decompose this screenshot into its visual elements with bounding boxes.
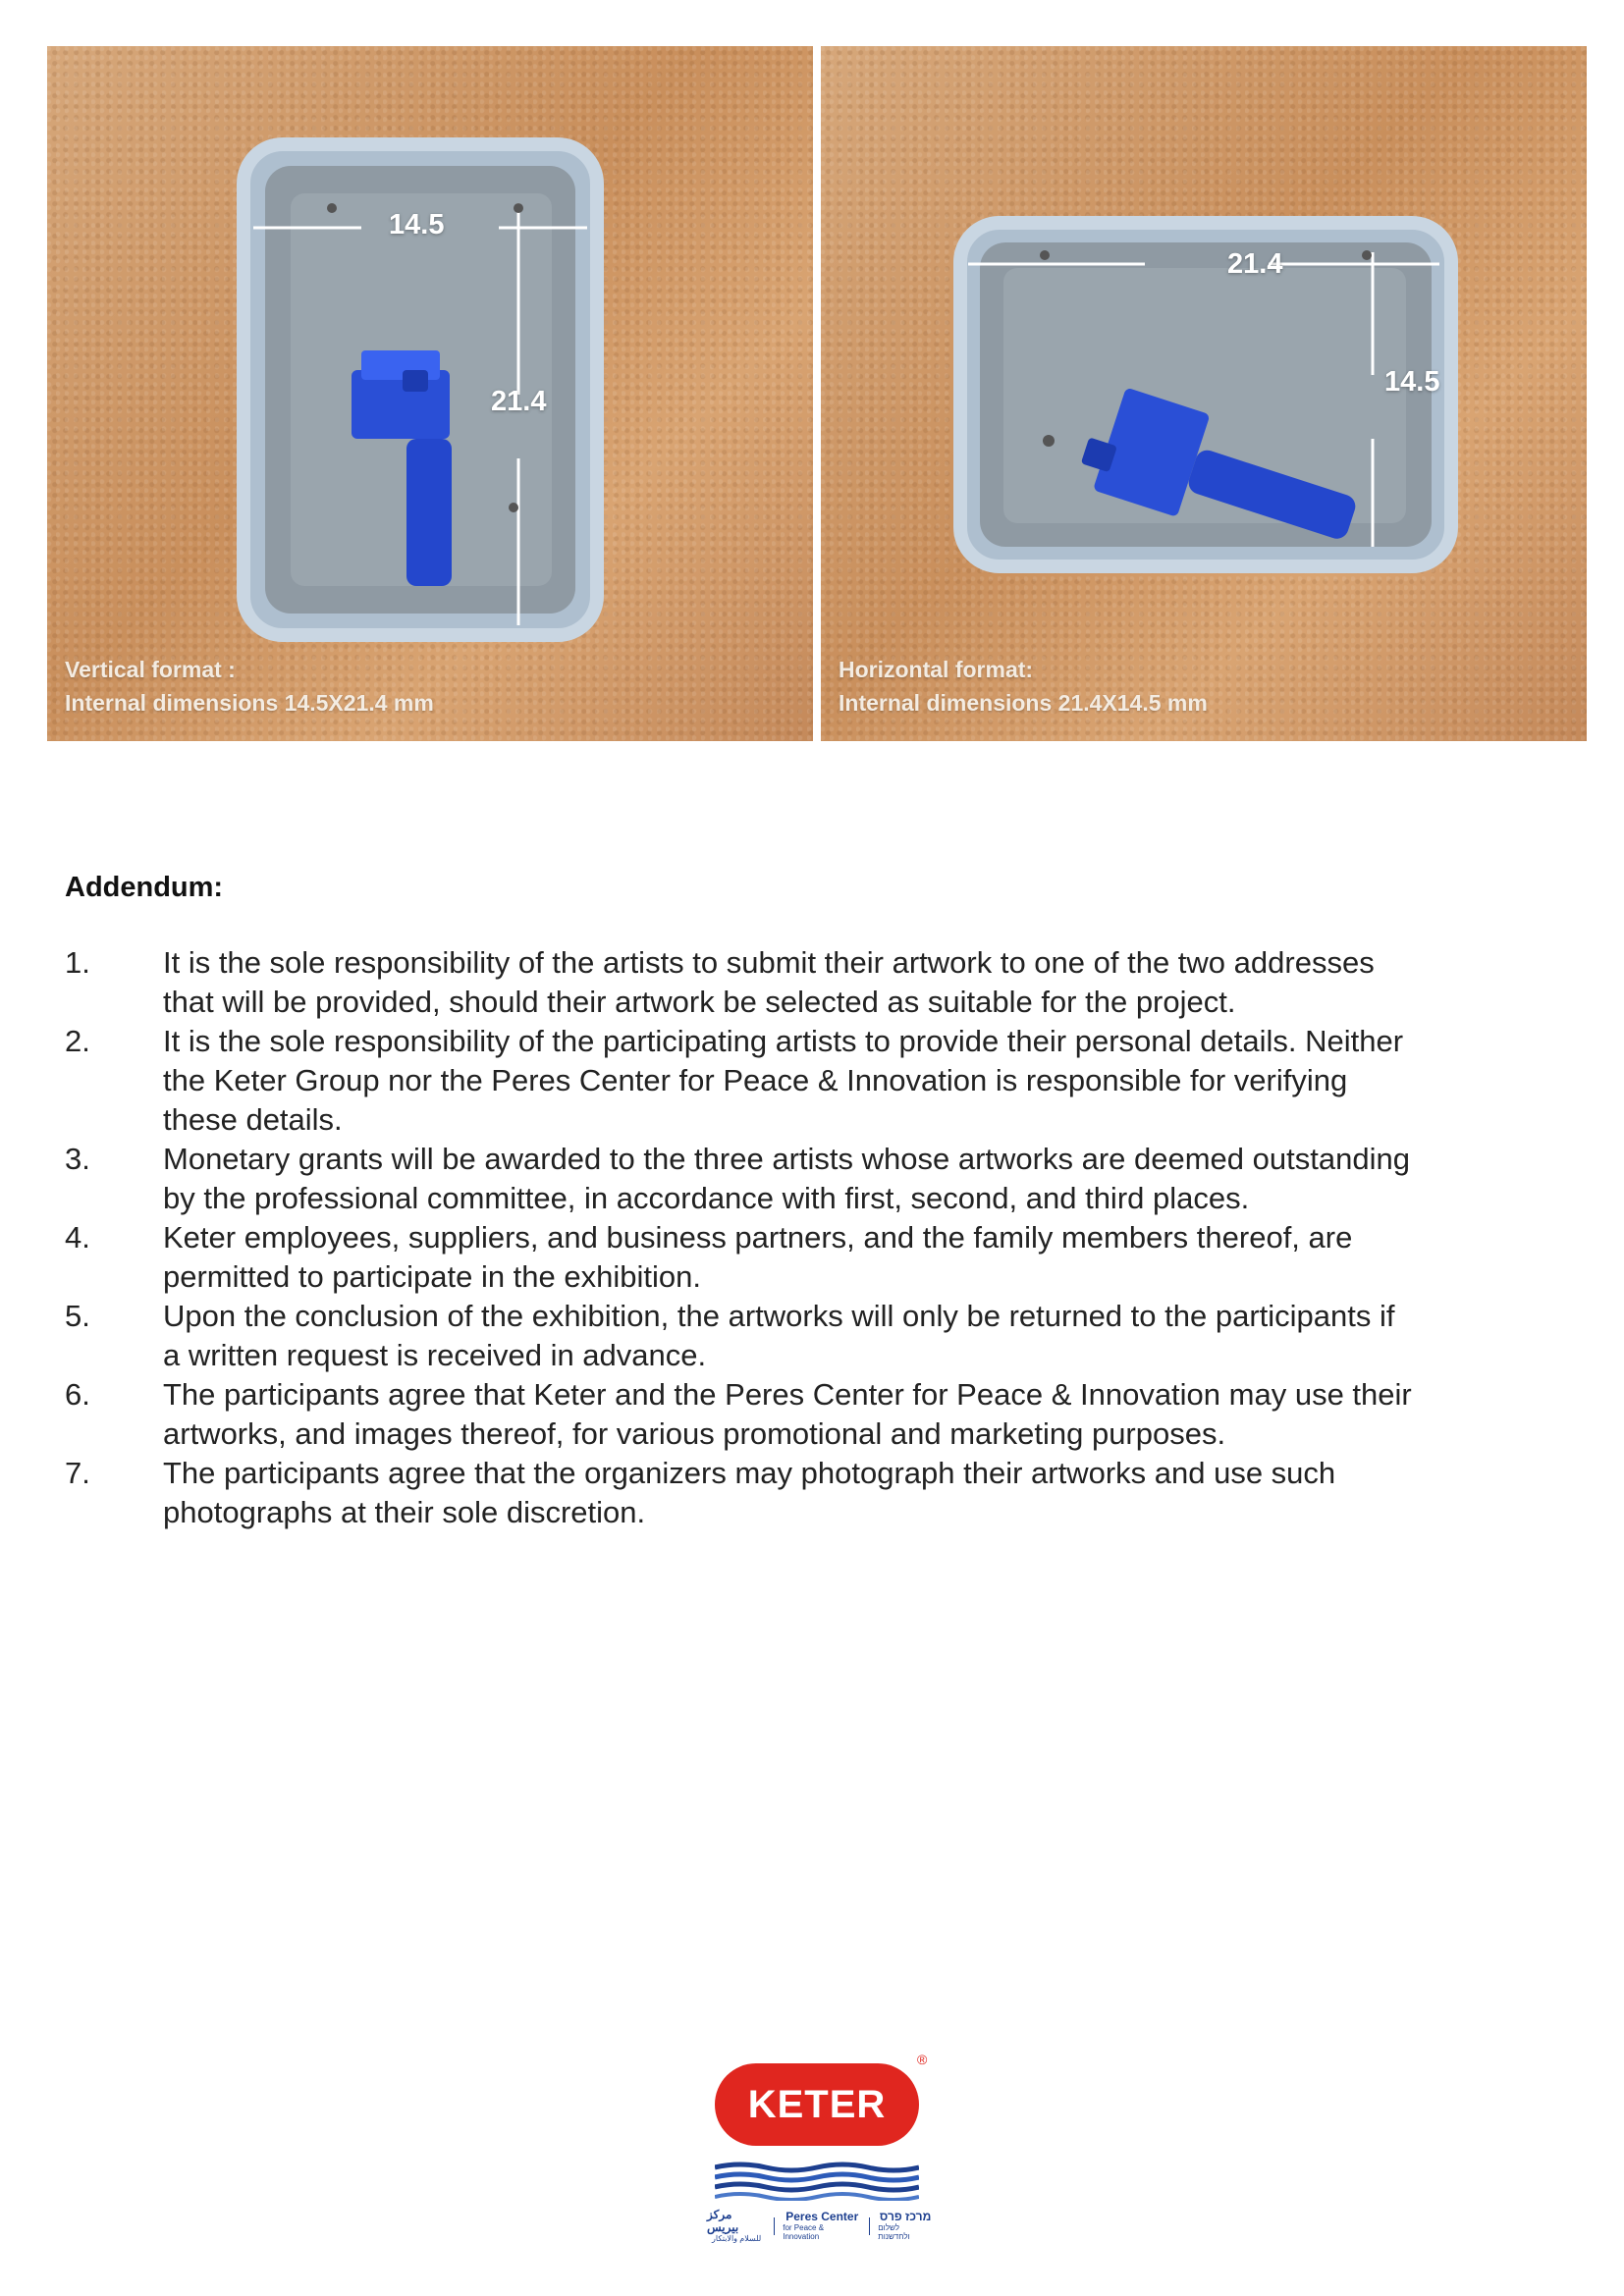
vertical-width-label: 14.5: [389, 209, 445, 240]
sponsor-logos: [687, 2052, 943, 2248]
item-text: The participants agree that Keter and the Peres Center for Peace & Innovation may use their artworks, and images thereof, for various promotional and marketing purposes.: [163, 1377, 1412, 1451]
vertical-caption-dimensions: Internal dimensions 14.5X21.4 mm: [65, 690, 434, 716]
item-text: Monetary grants will be awarded to the three artists whose artworks are deemed outstanding by the professional committee, in accordance with first, second, and third places.: [163, 1142, 1410, 1215]
registered-mark: ®: [917, 2052, 928, 2067]
item-number: 2.: [65, 1024, 90, 1058]
horizontal-format-photo: [821, 46, 1587, 741]
vertical-height-label: 21.4: [491, 386, 547, 417]
item-text: It is the sole responsibility of the artists to submit their artwork to one of the two addresses that will be provided, should their artwork be selected as suitable for the project.: [163, 945, 1375, 1019]
logo-divider: [774, 2217, 775, 2235]
addendum-item: [65, 1140, 1420, 1218]
horizontal-caption: [839, 653, 1208, 720]
horizontal-caption-title: Horizontal format:: [839, 657, 1034, 682]
horizontal-box-illustration: [821, 46, 1587, 741]
peres-english-sub: for Peace & Innovation: [783, 2223, 825, 2241]
item-text: It is the sole responsibility of the participating artists to provide their personal details. Neither the Keter Group nor the Peres Center for Peace & Innovation is responsible for verifying these details.: [163, 1024, 1404, 1137]
addendum-item: [65, 1297, 1420, 1375]
vertical-caption-title: Vertical format :: [65, 657, 236, 682]
logo-divider: [869, 2217, 870, 2235]
addendum-item: [65, 1022, 1420, 1140]
addendum-item: [65, 943, 1420, 1022]
item-number: 3.: [65, 1142, 90, 1176]
horizontal-caption-dimensions: Internal dimensions 21.4X14.5 mm: [839, 690, 1208, 716]
item-text: Upon the conclusion of the exhibition, the artworks will only be returned to the participants if a written request is received in advance.: [163, 1299, 1395, 1372]
peres-hebrew: [878, 2211, 933, 2241]
item-text: Keter employees, suppliers, and business partners, and the family members thereof, are permitted to participate in the exhibition.: [163, 1220, 1353, 1294]
addendum-item: [65, 1218, 1420, 1297]
addendum-item: [65, 1375, 1420, 1454]
peres-center-logo: [707, 2209, 933, 2243]
addendum-section: [65, 872, 1420, 1532]
keter-logo: KETER: [715, 2063, 919, 2146]
peres-center-waves-icon: [715, 2162, 919, 2201]
peres-english: [783, 2211, 861, 2241]
peres-hebrew-name: מרכז פרס: [879, 2210, 932, 2223]
photo-panel: [47, 46, 1587, 741]
addendum-title: Addendum:: [65, 872, 224, 903]
vertical-box-illustration: [47, 46, 813, 741]
peres-arabic: [707, 2209, 766, 2243]
peres-hebrew-sub: לשלום ולחדשנות: [878, 2223, 910, 2241]
item-number: 5.: [65, 1299, 90, 1333]
item-number: 1.: [65, 945, 90, 980]
horizontal-height-label: 14.5: [1384, 366, 1440, 398]
addendum-item: [65, 1454, 1420, 1532]
peres-arabic-name: مركز بيريس: [707, 2208, 739, 2234]
vertical-caption: [65, 653, 434, 720]
peres-arabic-sub: للسلام والابتكار: [712, 2234, 762, 2243]
horizontal-width-label: 21.4: [1227, 248, 1283, 280]
item-number: 4.: [65, 1220, 90, 1255]
peres-english-name: Peres Center: [785, 2210, 859, 2223]
addendum-list: [65, 943, 1420, 1532]
vertical-format-photo: [47, 46, 813, 741]
item-number: 7.: [65, 1456, 90, 1490]
item-number: 6.: [65, 1377, 90, 1412]
item-text: The participants agree that the organizers may photograph their artworks and use such photographs at their sole discretion.: [163, 1456, 1336, 1529]
